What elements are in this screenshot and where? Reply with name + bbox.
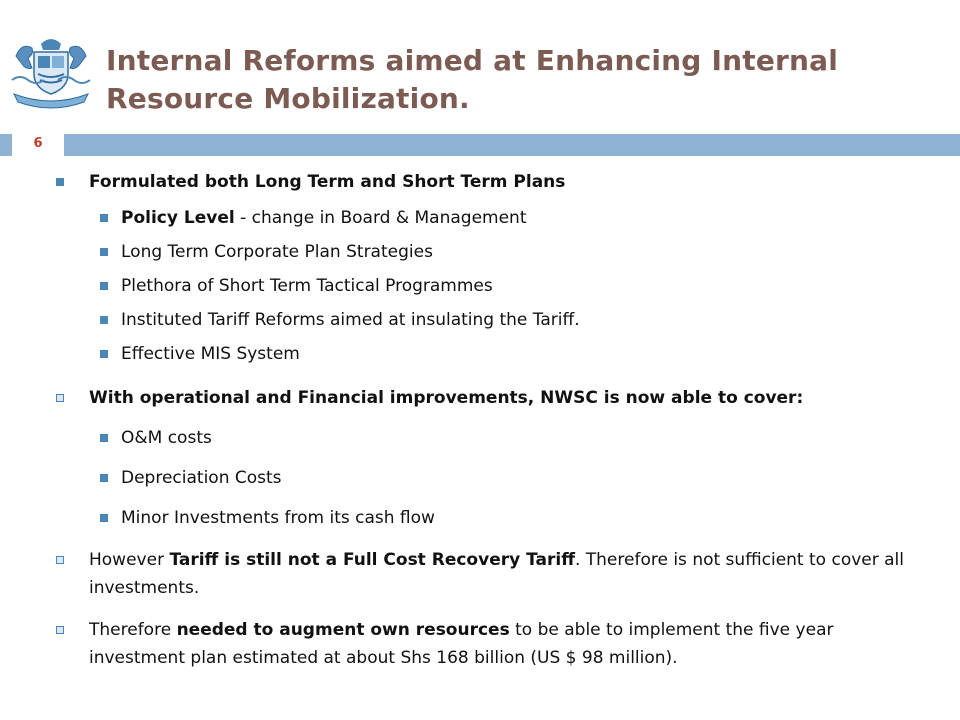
page-number: 6: [33, 136, 43, 151]
bullet-square-icon: [100, 514, 108, 522]
accent-bar-right: [64, 134, 960, 156]
sub-bullet-text: Effective MIS System: [121, 344, 300, 364]
bullet-plans: [54, 168, 934, 196]
bullet-square-icon: [100, 474, 108, 482]
bullet-bold-text: Tariff is still not a Full Cost Recovery Tariff: [169, 550, 575, 570]
bullet-text-post: . Therefore is not sufficient to cover all investments.: [89, 550, 904, 598]
bullet-square-icon: [100, 282, 108, 290]
sub-bullet-depreciation: [54, 466, 934, 490]
sub-bullet-text: Instituted Tariff Reforms aimed at insulating the Tariff.: [121, 310, 580, 330]
sub-bullet-minor-investments: [54, 506, 934, 530]
bullet-square-icon: [100, 350, 108, 358]
slide-title-line-1: Internal Reforms aimed at Enhancing Internal: [106, 44, 839, 77]
sub-bullet-policy: [54, 206, 934, 230]
bullet-square-icon: [100, 316, 108, 324]
sub-bullet-text: Depreciation Costs: [121, 468, 282, 488]
bullet-square-icon: [56, 178, 64, 186]
bullet-square-icon: [100, 248, 108, 256]
sub-bullet-om-costs: [54, 426, 934, 450]
bullet-text-pre: However: [89, 550, 170, 570]
accent-bar-left: [0, 134, 12, 156]
slide-title-line-2: Resource Mobilization.: [106, 82, 470, 115]
slide-content: [54, 168, 934, 672]
sub-bullet-text: Long Term Corporate Plan Strategies: [121, 242, 433, 262]
bullet-square-icon: [56, 394, 64, 402]
sub-bullet-tactical: [54, 274, 934, 298]
bullet-improvements: [54, 384, 934, 412]
bullet-augment: [54, 616, 934, 672]
bullet-square-icon: [56, 556, 64, 564]
bullet-text-pre: Therefore: [89, 620, 177, 640]
bullet-square-icon: [100, 434, 108, 442]
bullet-bold-text: needed to augment own resources: [176, 620, 510, 640]
sub-bullet-corporate-plan: [54, 240, 934, 264]
sub-bullet-text: Minor Investments from its cash flow: [121, 508, 435, 528]
bullet-tariff: [54, 546, 934, 602]
bullet-text: Formulated both Long Term and Short Term Plans: [89, 172, 566, 192]
sub-bullet-mis: [54, 342, 934, 366]
bullet-square-icon: [100, 214, 108, 222]
sub-bullet-text: Plethora of Short Term Tactical Programmes: [121, 276, 493, 296]
bullet-square-icon: [56, 626, 64, 634]
sub-bullet-text: O&M costs: [121, 428, 212, 448]
bullet-text: With operational and Financial improvements, NWSC is now able to cover:: [89, 388, 804, 408]
sub-bullet-text: - change in Board & Management: [234, 208, 527, 228]
sub-bullet-bold-text: Policy Level: [121, 208, 235, 228]
sub-bullet-tariff-reforms: [54, 308, 934, 332]
slide-title: [106, 42, 926, 118]
bullet-text-post: to be able to implement the five year investment plan estimated at about Shs 168 billion (US $ 98 million).: [89, 620, 834, 668]
nwsc-crest-icon: [8, 34, 94, 114]
